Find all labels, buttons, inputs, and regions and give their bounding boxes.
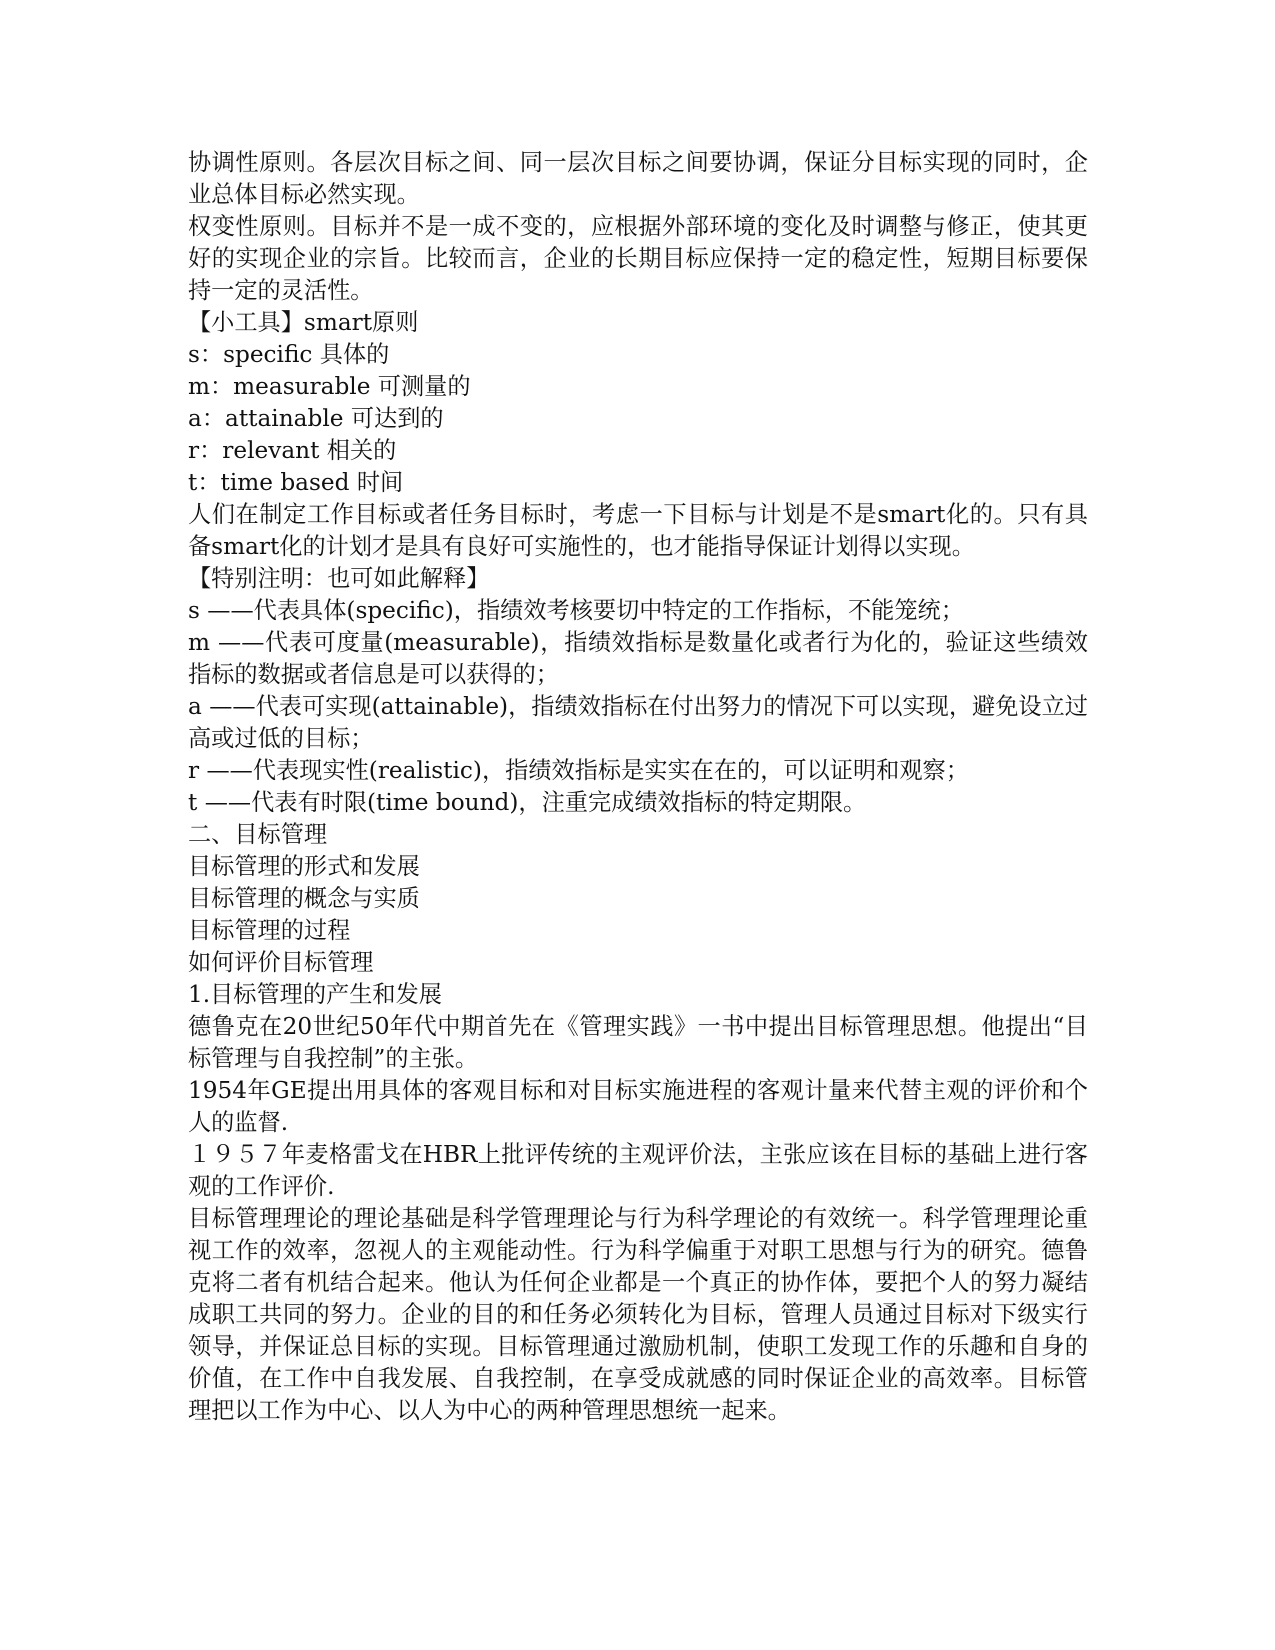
paragraph-smart-r: r：relevant 相关的: [188, 437, 397, 464]
paragraph-note-a: a ——代表可实现(attainable)，指绩效指标在付出努力的情况下可以实现，避免设立过高或过低的目标；: [188, 693, 1088, 752]
document-body: [188, 147, 1088, 1427]
outline-item-process: 目标管理的过程: [188, 917, 351, 944]
section-heading-mbo: 二、目标管理: [188, 821, 328, 848]
paragraph-note-r: r ——代表现实性(realistic)，指绩效指标是实实在在的，可以证明和观察；: [188, 757, 969, 784]
paragraph-mcgregor-1957: １９５７年麦格雷戈在HBR上批评传统的主观评价法，主张应该在目标的基础上进行客观的工作评价.: [188, 1141, 1088, 1200]
paragraph-note-t: t ——代表有时限(time bound)，注重完成绩效指标的特定期限。: [188, 789, 867, 816]
paragraph-smart-t: t：time based 时间: [188, 469, 404, 496]
paragraph-note-m: m ——代表可度量(measurable)，指绩效指标是数量化或者行为化的，验证这些绩效指标的数据或者信息是可以获得的；: [188, 629, 1088, 688]
outline-item-concept-essence: 目标管理的概念与实质: [188, 885, 420, 912]
outline-item-evaluation: 如何评价目标管理: [188, 949, 374, 976]
outline-item-forms-development: 目标管理的形式和发展: [188, 853, 420, 880]
paragraph-smart-usage: 人们在制定工作目标或者任务目标时，考虑一下目标与计划是不是smart化的。只有具备smart化的计划才是具有良好可实施性的，也才能指导保证计划得以实现。: [188, 501, 1088, 560]
paragraph-contingency-principle: 权变性原则。目标并不是一成不变的，应根据外部环境的变化及时调整与修正，使其更好的实现企业的宗旨。比较而言，企业的长期目标应保持一定的稳定性，短期目标要保持一定的灵活性。: [188, 213, 1088, 304]
paragraph-special-note-heading: 【特别注明：也可如此解释】: [188, 565, 490, 592]
subheading-origin-development: 1.目标管理的产生和发展: [188, 981, 442, 1008]
paragraph-coordination-principle: 协调性原则。各层次目标之间、同一层次目标之间要协调，保证分目标实现的同时，企业总体目标必然实现。: [188, 149, 1088, 208]
paragraph-drucker: 德鲁克在20世纪50年代中期首先在《管理实践》一书中提出目标管理思想。他提出“目标管理与自我控制”的主张。: [188, 1013, 1088, 1072]
paragraph-smart-a: a：attainable 可达到的: [188, 405, 444, 432]
paragraph-theory-foundation: 目标管理理论的理论基础是科学管理理论与行为科学理论的有效统一。科学管理理论重视工作的效率，忽视人的主观能动性。行为科学偏重于对职工思想与行为的研究。德鲁克将二者有机结合起来。他认为任何企业都是一个真正的协作体，要把个人的努力凝结成职工共同的努力。企业的目的和任务必须转化为目标，管理人员通过目标对下级实行领导，并保证总目标的实现。目标管理通过激励机制，使职工发现工作的乐趣和自身的价值，在工作中自我发展、自我控制，在享受成就感的同时保证企业的高效率。目标管理把以工作为中心、以人为中心的两种管理思想统一起来。: [188, 1205, 1088, 1424]
paragraph-note-s: s ——代表具体(specific)，指绩效考核要切中特定的工作指标，不能笼统；: [188, 597, 964, 624]
paragraph-ge-1954: 1954年GE提出用具体的客观目标和对目标实施进程的客观计量来代替主观的评价和个人的监督.: [188, 1077, 1088, 1136]
paragraph-smart-m: m：measurable 可测量的: [188, 373, 471, 400]
paragraph-smart-s: s：specific 具体的: [188, 341, 390, 368]
paragraph-smart-tool-heading: 【小工具】smart原则: [188, 309, 419, 336]
